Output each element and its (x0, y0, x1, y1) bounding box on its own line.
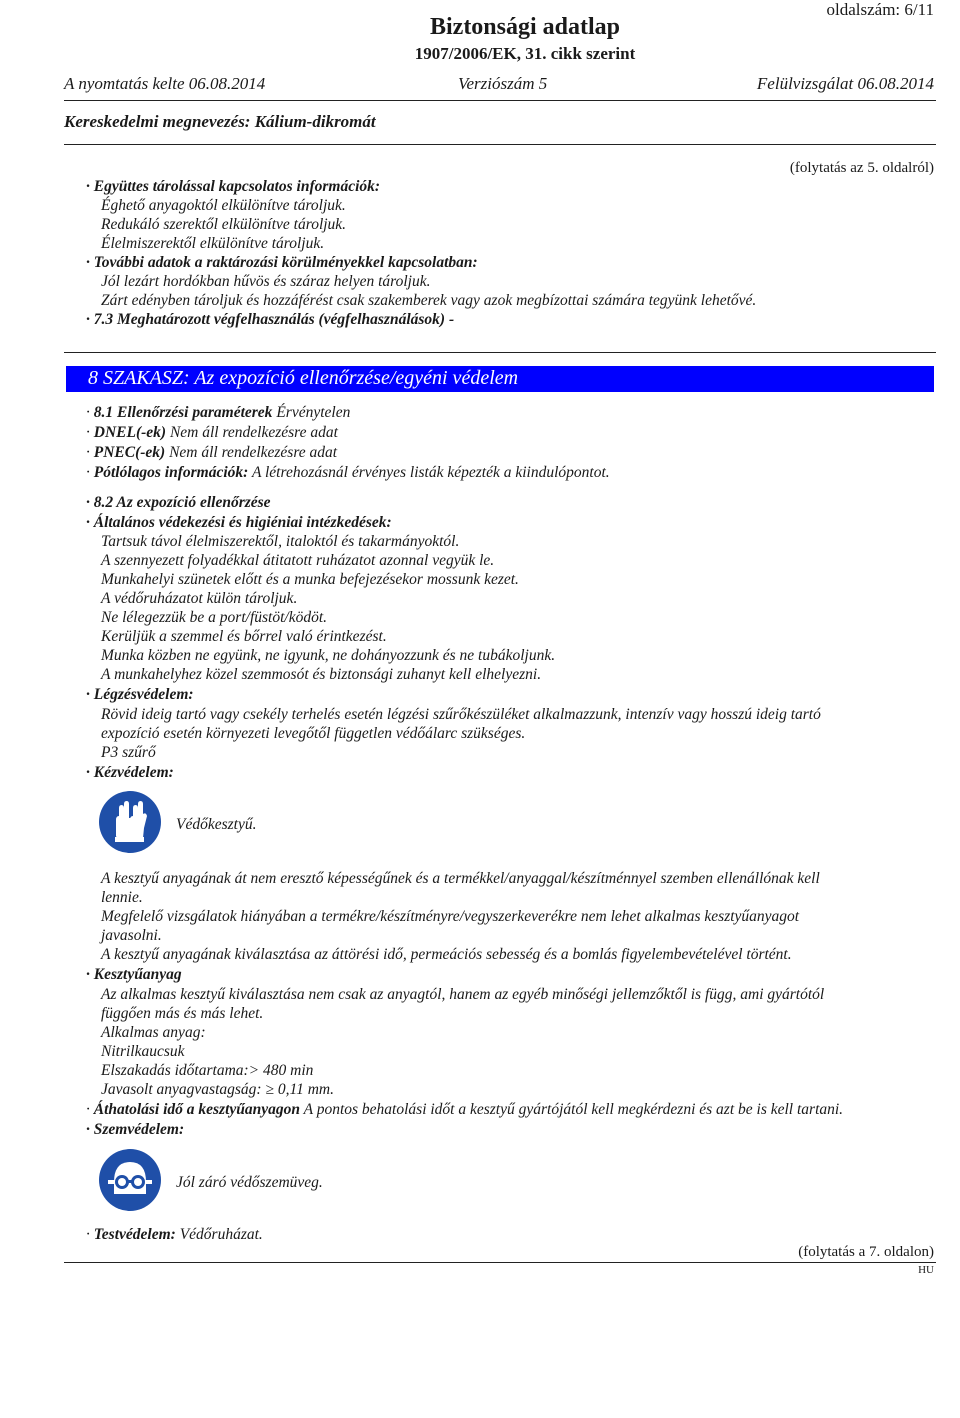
respiratory-text-2: expozíció esetén környezeti levegőtől független védőálarc szükséges. (101, 725, 526, 742)
respiratory-filter: P3 szűrő (101, 744, 156, 761)
respiratory-text-1: Rövid ideig tartó vagy csekély terhelés esetén légzési szűrőkészüléket alkalmazzunk, intenzív vagy hosszú ideig tartó (101, 706, 821, 723)
version-number: Verziószám 5 (458, 74, 548, 93)
extra-info-row: · Pótlólagos információk: A létrehozásnál érvényes listák képezték a kiindulópontot. (86, 464, 610, 481)
hygiene-item: A szennyezett folyadékkal átitatott ruházatot azonnal vegyük le. (101, 552, 495, 569)
section-8-header (66, 366, 934, 392)
goggles-icon (98, 1148, 162, 1212)
section-divider (64, 352, 936, 353)
eye-protection-label: · Szemvédelem: (86, 1121, 185, 1138)
glove-material-label: · Kesztyűanyag (86, 966, 182, 983)
footer-divider (64, 1262, 936, 1263)
revision-date: Felülvizsgálat 06.08.2014 (756, 74, 934, 93)
hand-protection-label: · Kézvédelem: (86, 764, 174, 781)
continued-to: (folytatás a 7. oldalon) (798, 1244, 934, 1260)
glove-thickness: Javasolt anyagvastagság: ≥ 0,11 mm. (101, 1081, 334, 1098)
joint-storage-1: Éghető anyagoktól elkülönítve tároljuk. (101, 197, 346, 214)
hygiene-item: A védőruházatot külön tároljuk. (101, 590, 298, 607)
page-number: oldalszám: 6/11 (826, 0, 934, 19)
hygiene-item: A munkahelyhez közel szemmosót és biztonsági zuhanyt kell elhelyezni. (101, 666, 542, 683)
control-params: · 8.1 Ellenőrzési paraméterek Érvénytelen (86, 404, 351, 421)
language-code: HU (918, 1264, 934, 1276)
hygiene-item: Tartsuk távol élelmiszerektől, italoktól és takarmányoktól. (101, 533, 460, 550)
further-storage-label: · További adatok a raktározási körülményekkel kapcsolatban: (86, 254, 478, 271)
hand-text-5: A kesztyű anyagának kiválasztása az áttörési idő, permeációs sebesség és a bomlás figyelembevételével történt. (101, 946, 792, 963)
glove-text-1: Az alkalmas kesztyű kiválasztása nem csak az anyagtól, hanem az egyéb minőségi jellemzőktől is függ, ami gyártótól (101, 986, 825, 1003)
pnec-row: · PNEC(-ek) Nem áll rendelkezésre adat (86, 444, 338, 461)
continued-from: (folytatás az 5. oldalról) (789, 160, 934, 176)
further-storage-1: Jól lezárt hordókban hűvös és száraz helyen tároljuk. (101, 273, 431, 290)
trade-divider (64, 144, 936, 145)
breakthrough-time: Elszakadás időtartama:> 480 min (101, 1062, 314, 1079)
hygiene-item: Kerüljük a szemmel és bőrrel való érintkezést. (101, 628, 387, 645)
dnel-row: · DNEL(-ek) Nem áll rendelkezésre adat (86, 424, 338, 441)
glove-icon (98, 790, 162, 854)
hand-text-3: Megfelelő vizsgálatok hiányában a termékre/készítményre/vegyszerkeverékre nem lehet alkalmas kesztyűanyagot (101, 908, 800, 925)
goggles-caption: Jól záró védőszemüveg. (176, 1174, 323, 1191)
hygiene-item: Munkahelyi szünetek előtt és a munka befejezésekor mossunk kezet. (101, 571, 519, 588)
body-protection-row: · Testvédelem: Védőruházat. (86, 1226, 263, 1243)
hygiene-item: Ne lélegezzük be a port/füstöt/ködöt. (101, 609, 328, 626)
exposure-control-label: · 8.2 Az expozíció ellenőrzése (86, 494, 271, 511)
trade-name: Kereskedelmi megnevezés: Kálium-dikromát (64, 112, 376, 131)
end-use-label: · 7.3 Meghatározott végfelhasználás (végfelhasználások) - (86, 311, 455, 328)
print-date: A nyomtatás kelte 06.08.2014 (64, 74, 266, 93)
respiratory-label: · Légzésvédelem: (86, 686, 194, 703)
hygiene-item: Munka közben ne együnk, ne igyunk, ne dohányozzunk és ne tubákoljunk. (101, 647, 556, 664)
glove-text-2: függően más és más lehet. (101, 1005, 264, 1022)
document-subtitle: 1907/2006/EK, 31. cikk szerint (414, 44, 636, 63)
hand-text-4: javasolni. (101, 927, 162, 944)
section-8-title: 8 SZAKASZ: Az expozíció ellenőrzése/egyéni védelem (88, 367, 519, 389)
document-title: Biztonsági adatlap (429, 14, 621, 40)
hand-text-1: A kesztyű anyagának át nem eresztő képességűnek és a termékkel/anyaggal/készítménnyel szemben ellenállónak kell (101, 870, 820, 887)
hand-text-2: lennie. (101, 889, 143, 906)
glove-material: Nitrilkaucsuk (101, 1043, 185, 1060)
glove-caption: Védőkesztyű. (176, 816, 257, 833)
hygiene-label: · Általános védekezési és higiéniai intézkedések: (86, 514, 392, 531)
glove-text-3: Alkalmas anyag: (101, 1024, 206, 1041)
permeation-row: · Áthatolási idő a kesztyűanyagon A pontos behatolási időt a kesztyű gyártójától kell megkérdezni és azt be is kell tartani. (86, 1101, 844, 1118)
joint-storage-label: · Együttes tárolással kapcsolatos információk: (86, 178, 381, 195)
further-storage-2: Zárt edényben tároljuk és hozzáférést csak szakemberek vagy azok megbízottai számára tegyünk lehetővé. (101, 292, 757, 309)
joint-storage-2: Redukáló szerektől elkülönítve tároljuk. (101, 216, 347, 233)
joint-storage-3: Élelmiszerektől elkülönítve tároljuk. (101, 235, 325, 252)
header-divider (64, 100, 936, 101)
